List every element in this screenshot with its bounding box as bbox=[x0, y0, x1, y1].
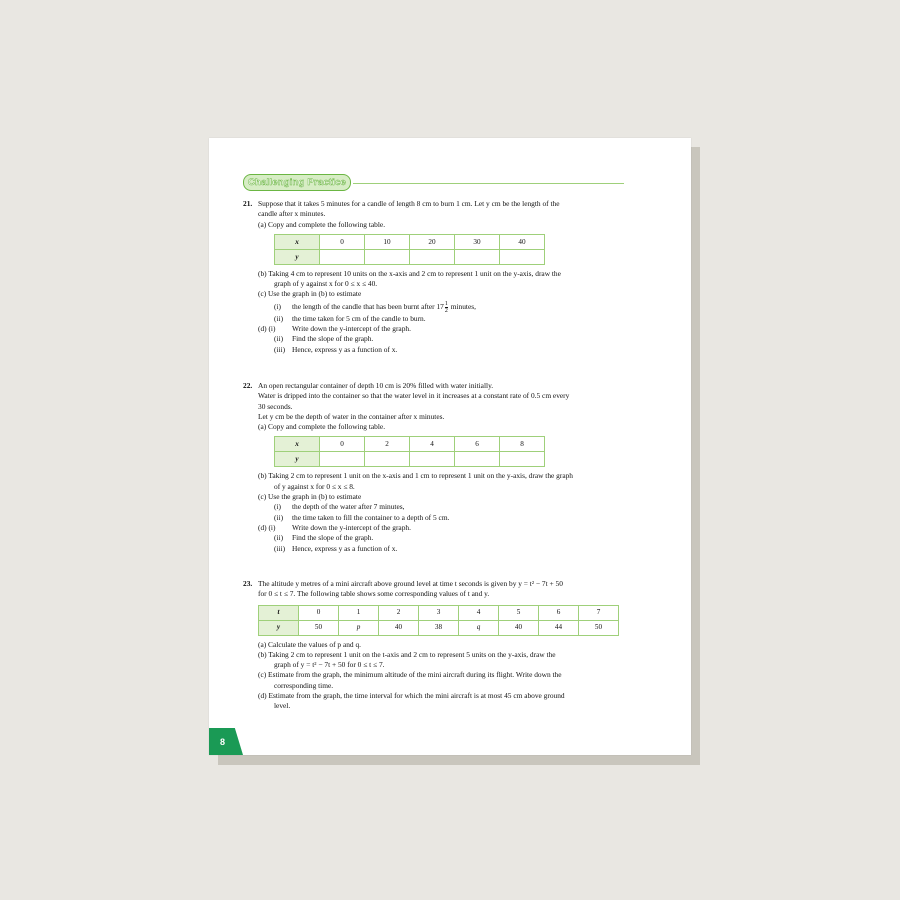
table-header-cell: y bbox=[275, 249, 320, 264]
part-d-ii: (ii) Find the slope of the graph. bbox=[274, 334, 374, 344]
table-cell: 40 bbox=[500, 234, 545, 249]
table-header-cell: x bbox=[275, 234, 320, 249]
question-text: Water is dripped into the container so that the water level in it increases at a constant rate of 0.5 cm every bbox=[258, 391, 570, 401]
table-cell: 5 bbox=[499, 605, 539, 620]
table-cell: q bbox=[459, 620, 499, 635]
part-b: (b) Taking 2 cm to represent 1 unit on the t-axis and 2 cm to represent 5 units on the y-axis, draw the bbox=[258, 649, 556, 659]
table-header-cell: x bbox=[275, 437, 320, 452]
part-b-cont: graph of y against x for 0 ≤ x ≤ 40. bbox=[274, 279, 378, 289]
question-text: Suppose that it takes 5 minutes for a candle of length 8 cm to burn 1 cm. Let y cm be the length of the bbox=[258, 199, 560, 208]
question-23 bbox=[243, 579, 626, 712]
table-row bbox=[275, 452, 545, 467]
fraction: $\frac{1}{2}$ bbox=[444, 300, 448, 314]
table-cell: 7 bbox=[579, 605, 619, 620]
part-b: (b) Taking 2 cm to represent 1 unit on the x-axis and 1 cm to represent 1 unit on the y-axis, draw the graph bbox=[258, 471, 574, 481]
table-cell: 20 bbox=[410, 234, 455, 249]
part-a: (a) Copy and complete the following table. bbox=[258, 422, 386, 432]
part-d-ii: (ii) Find the slope of the graph. bbox=[274, 533, 374, 543]
table-cell: 0 bbox=[320, 437, 365, 452]
table-cell: 4 bbox=[410, 437, 455, 452]
table-q23 bbox=[258, 605, 619, 636]
part-c: (c) Estimate from the graph, the minimum altitude of the mini aircraft during its flight. Write down the bbox=[258, 670, 562, 680]
question-number: 23. bbox=[243, 579, 253, 588]
table-cell: 50 bbox=[579, 620, 619, 635]
table-cell: 40 bbox=[499, 620, 539, 635]
question-text: The altitude y metres of a mini aircraft above ground level at time t seconds is given by y = t² − 7t + 50 bbox=[258, 579, 563, 588]
table-cell-empty bbox=[365, 452, 410, 467]
table-header-cell: y bbox=[275, 452, 320, 467]
table-cell-empty bbox=[320, 452, 365, 467]
part-c-cont: corresponding time. bbox=[274, 680, 334, 690]
table-cell: p bbox=[339, 620, 379, 635]
part-c-ii: (ii) the time taken for 5 cm of the candle to burn. bbox=[274, 313, 426, 323]
part-d-i: (d) (i) Write down the y-intercept of the graph. bbox=[258, 522, 411, 532]
table-cell: 0 bbox=[320, 234, 365, 249]
section-title: Challenging Practice bbox=[243, 174, 351, 191]
table-cell: 38 bbox=[419, 620, 459, 635]
table-cell-empty bbox=[455, 249, 500, 264]
question-text: Let y cm be the depth of water in the container after x minutes. bbox=[258, 411, 445, 421]
table-q21 bbox=[274, 234, 545, 265]
part-c-i: (i) the depth of the water after 7 minutes, bbox=[274, 502, 405, 512]
part-c-i: (i) the length of the candle that has been burnt after 17 $\frac{1}{2}$ minutes, bbox=[274, 300, 476, 314]
table-cell: 50 bbox=[299, 620, 339, 635]
table-cell-empty bbox=[320, 249, 365, 264]
table-cell: 30 bbox=[455, 234, 500, 249]
table-cell: 3 bbox=[419, 605, 459, 620]
table-cell: 1 bbox=[339, 605, 379, 620]
table-cell: 40 bbox=[379, 620, 419, 635]
table-cell-empty bbox=[455, 452, 500, 467]
table-row bbox=[275, 437, 545, 452]
question-number: 22. bbox=[243, 381, 253, 390]
table-cell: 6 bbox=[539, 605, 579, 620]
part-c: (c) Use the graph in (b) to estimate bbox=[258, 492, 362, 502]
question-21 bbox=[243, 199, 626, 355]
table-cell: 8 bbox=[500, 437, 545, 452]
question-text: An open rectangular container of depth 10 cm is 20% filled with water initially. bbox=[258, 381, 494, 390]
table-row bbox=[259, 605, 619, 620]
header-rule bbox=[353, 183, 624, 184]
table-row bbox=[259, 620, 619, 635]
part-c: (c) Use the graph in (b) to estimate bbox=[258, 289, 362, 299]
question-22 bbox=[243, 381, 626, 554]
section-header bbox=[243, 174, 624, 192]
table-cell: 4 bbox=[459, 605, 499, 620]
table-cell-empty bbox=[500, 249, 545, 264]
table-cell: 0 bbox=[299, 605, 339, 620]
page-number: 8 bbox=[220, 737, 226, 747]
part-d-iii: (iii) Hence, express y as a function of x. bbox=[274, 543, 398, 553]
table-header-cell: t bbox=[259, 605, 299, 620]
part-b-cont: of y against x for 0 ≤ x ≤ 8. bbox=[274, 481, 355, 491]
table-row bbox=[275, 249, 545, 264]
table-cell: 6 bbox=[455, 437, 500, 452]
table-cell-empty bbox=[410, 249, 455, 264]
question-text: candle after x minutes. bbox=[258, 209, 326, 219]
part-b: (b) Taking 4 cm to represent 10 units on the x-axis and 2 cm to represent 1 unit on the y-axis, draw the bbox=[258, 268, 561, 278]
table-header-cell: y bbox=[259, 620, 299, 635]
page-number-tab bbox=[209, 728, 243, 755]
table-cell-empty bbox=[500, 452, 545, 467]
question-text: 30 seconds. bbox=[258, 401, 293, 411]
part-d-i: (d) (i) Write down the y-intercept of the graph. bbox=[258, 324, 411, 334]
question-text: for 0 ≤ t ≤ 7. The following table shows some corresponding values of t and y. bbox=[258, 589, 490, 599]
part-c-ii: (ii) the time taken to fill the container to a depth of 5 cm. bbox=[274, 512, 450, 522]
part-d-iii: (iii) Hence, express y as a function of x. bbox=[274, 344, 398, 354]
part-b-cont: graph of y = t² − 7t + 50 for 0 ≤ t ≤ 7. bbox=[274, 660, 385, 670]
table-cell: 2 bbox=[379, 605, 419, 620]
table-cell-empty bbox=[410, 452, 455, 467]
part-a: (a) Calculate the values of p and q. bbox=[258, 639, 362, 649]
question-number: 21. bbox=[243, 199, 253, 208]
textbook-page bbox=[209, 138, 691, 755]
table-cell: 2 bbox=[365, 437, 410, 452]
table-cell: 44 bbox=[539, 620, 579, 635]
table-row bbox=[275, 234, 545, 249]
table-q22 bbox=[274, 436, 545, 467]
part-d: (d) Estimate from the graph, the time interval for which the mini aircraft is at most 45 cm above ground bbox=[258, 691, 565, 701]
table-cell: 10 bbox=[365, 234, 410, 249]
part-d-cont: level. bbox=[274, 701, 291, 711]
table-cell-empty bbox=[365, 249, 410, 264]
part-a: (a) Copy and complete the following table. bbox=[258, 219, 386, 229]
